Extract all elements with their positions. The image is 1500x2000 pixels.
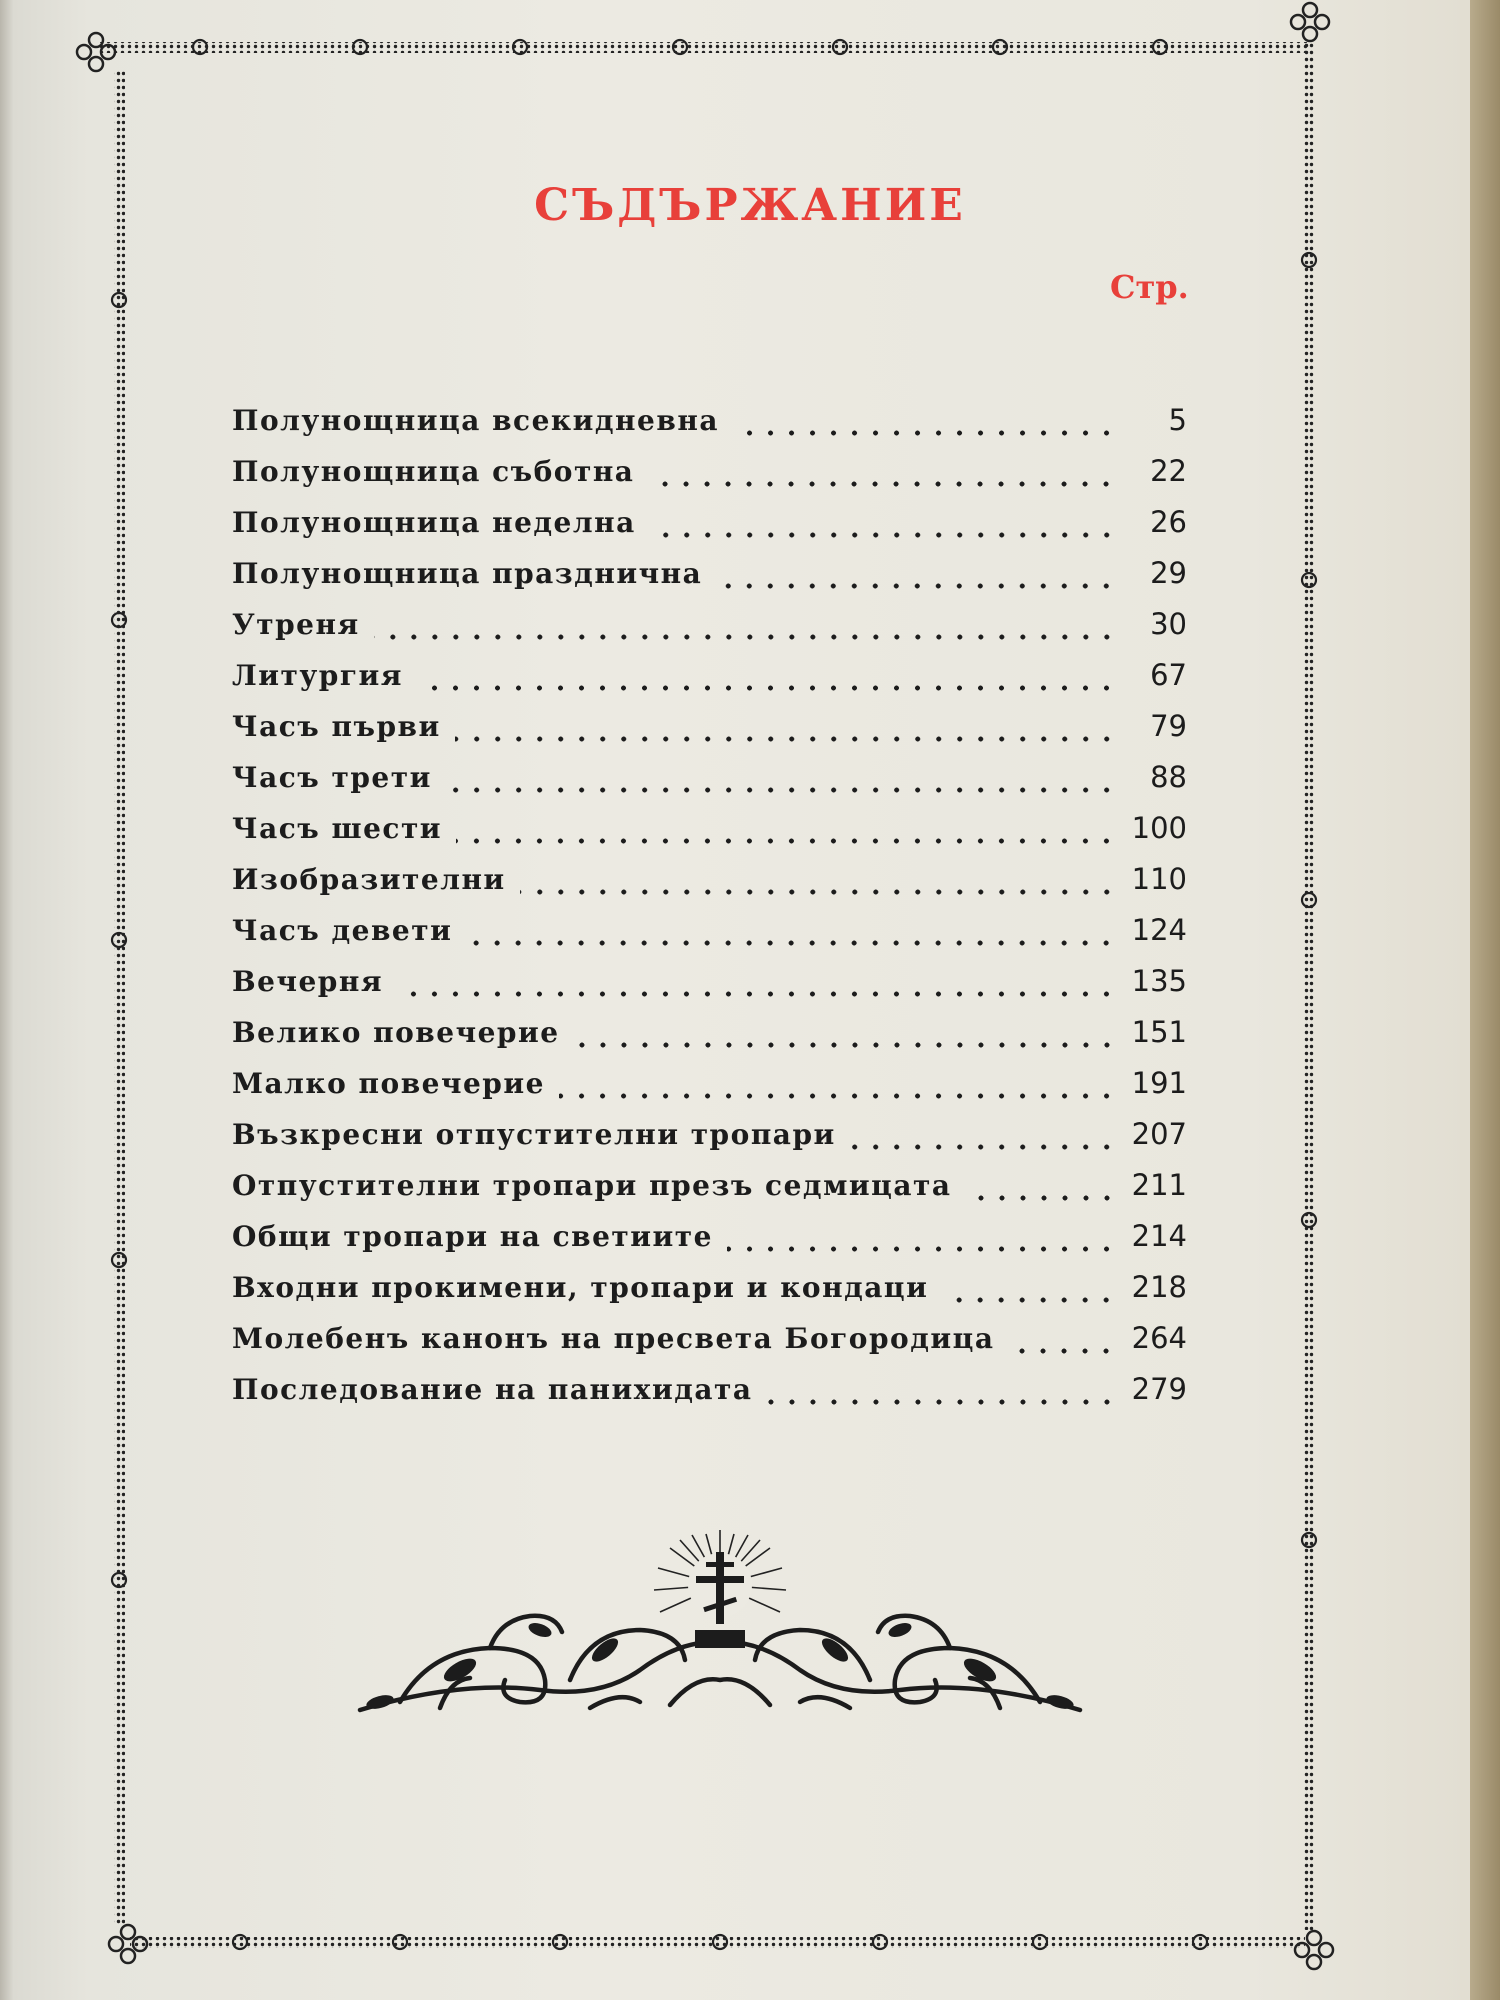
toc-entry: [232, 437, 1187, 488]
page-title: СЪДЪРЖАНИЕ: [534, 180, 966, 231]
toc-entry-page-number: 218: [1131, 1270, 1187, 1304]
toc-entry-title: Часъ девети: [232, 914, 453, 947]
toc-entry-title: Отпустителни тропари презъ седмицата: [232, 1169, 952, 1202]
toc-entry: [232, 641, 1187, 692]
toc-entry-title: Последование на панихидата: [232, 1373, 753, 1406]
toc-entry: [232, 488, 1187, 539]
toc-entry-page-number: 264: [1131, 1321, 1187, 1355]
toc-entry: [232, 1049, 1187, 1100]
toc-entry-page-number: 207: [1131, 1117, 1187, 1151]
toc-entry-title: Полунощница съботна: [232, 455, 635, 488]
toc-entry-title: Полунощница неделна: [232, 506, 636, 539]
toc-entry: [232, 386, 1187, 437]
toc-entry-page-number: 151: [1131, 1015, 1187, 1049]
toc-entry-title: Входни прокимени, тропари и кондаци: [232, 1271, 929, 1304]
toc-entry-page-number: 211: [1131, 1168, 1187, 1202]
dot-leader: [374, 617, 1117, 641]
toc-entry-page-number: 29: [1150, 556, 1187, 590]
toc-entry: [232, 1253, 1187, 1304]
toc-entry: [232, 896, 1187, 947]
toc-entry-title: Часъ шести: [232, 812, 443, 845]
toc-entry-page-number: 67: [1150, 658, 1187, 692]
toc-entry-page-number: 135: [1131, 964, 1187, 998]
toc-entry-page-number: 79: [1150, 709, 1187, 743]
toc-entry-title: Часъ първи: [232, 710, 441, 743]
toc-entry-title: Малко повечерие: [232, 1067, 545, 1100]
toc-entry-page-number: 214: [1131, 1219, 1187, 1253]
table-of-contents: [232, 386, 1187, 1406]
toc-entry: [232, 692, 1187, 743]
toc-entry: [232, 947, 1187, 998]
dot-leader: [767, 1382, 1117, 1406]
toc-entry: [232, 794, 1187, 845]
dot-leader: [942, 1280, 1117, 1304]
dot-leader: [733, 413, 1117, 437]
toc-entry-page-number: 26: [1150, 505, 1187, 539]
dot-leader: [574, 1025, 1117, 1049]
toc-entry-page-number: 191: [1131, 1066, 1187, 1100]
dot-leader: [397, 974, 1117, 998]
toc-entry-page-number: 100: [1131, 811, 1187, 845]
toc-entry-title: Литургия: [232, 659, 403, 692]
toc-entry-title: Изобразителни: [232, 863, 506, 896]
dot-leader: [966, 1178, 1118, 1202]
dot-leader: [455, 719, 1117, 743]
toc-entry-title: Утреня: [232, 608, 360, 641]
toc-entry-page-number: 88: [1150, 760, 1187, 794]
toc-entry-page-number: 124: [1131, 913, 1187, 947]
toc-entry: [232, 1151, 1187, 1202]
toc-entry: [232, 998, 1187, 1049]
toc-entry-page-number: 5: [1168, 403, 1187, 437]
toc-entry: [232, 539, 1187, 590]
toc-entry-title: Полунощница празднична: [232, 557, 703, 590]
toc-entry-title: Молебенъ канонъ на пресвета Богородица: [232, 1322, 995, 1355]
toc-entry-title: Възкресни отпустителни тропари: [232, 1118, 836, 1151]
toc-entry-page-number: 110: [1131, 862, 1187, 896]
toc-entry-page-number: 22: [1150, 454, 1187, 488]
toc-entry: [232, 845, 1187, 896]
toc-entry-title: Часъ трети: [232, 761, 432, 794]
dot-leader: [417, 668, 1117, 692]
toc-entry-page-number: 279: [1131, 1372, 1187, 1406]
toc-entry-title: Общи тропари на светиите: [232, 1220, 713, 1253]
toc-entry: [232, 1355, 1187, 1406]
dot-leader: [466, 923, 1117, 947]
toc-entry-title: Велико повечерие: [232, 1016, 560, 1049]
toc-entry: [232, 1100, 1187, 1151]
dot-leader: [446, 770, 1117, 794]
cross-with-rays-and-scrollwork-icon: [340, 1530, 1100, 1720]
toc-entry-title: Полунощница всекидневна: [232, 404, 719, 437]
dot-leader: [520, 872, 1117, 896]
toc-entry: [232, 743, 1187, 794]
toc-entry: [232, 1304, 1187, 1355]
dot-leader: [727, 1229, 1117, 1253]
toc-entry-page-number: 30: [1150, 607, 1187, 641]
dot-leader: [559, 1076, 1117, 1100]
dot-leader: [716, 566, 1117, 590]
dot-leader: [456, 821, 1117, 845]
dot-leader: [1008, 1331, 1117, 1355]
toc-entry-title: Вечерня: [232, 965, 384, 998]
toc-entry: [232, 1202, 1187, 1253]
dot-leader: [850, 1127, 1117, 1151]
page-column-label: Стр.: [1110, 268, 1189, 306]
dot-leader: [648, 464, 1117, 488]
dot-leader: [650, 515, 1117, 539]
toc-entry: [232, 590, 1187, 641]
